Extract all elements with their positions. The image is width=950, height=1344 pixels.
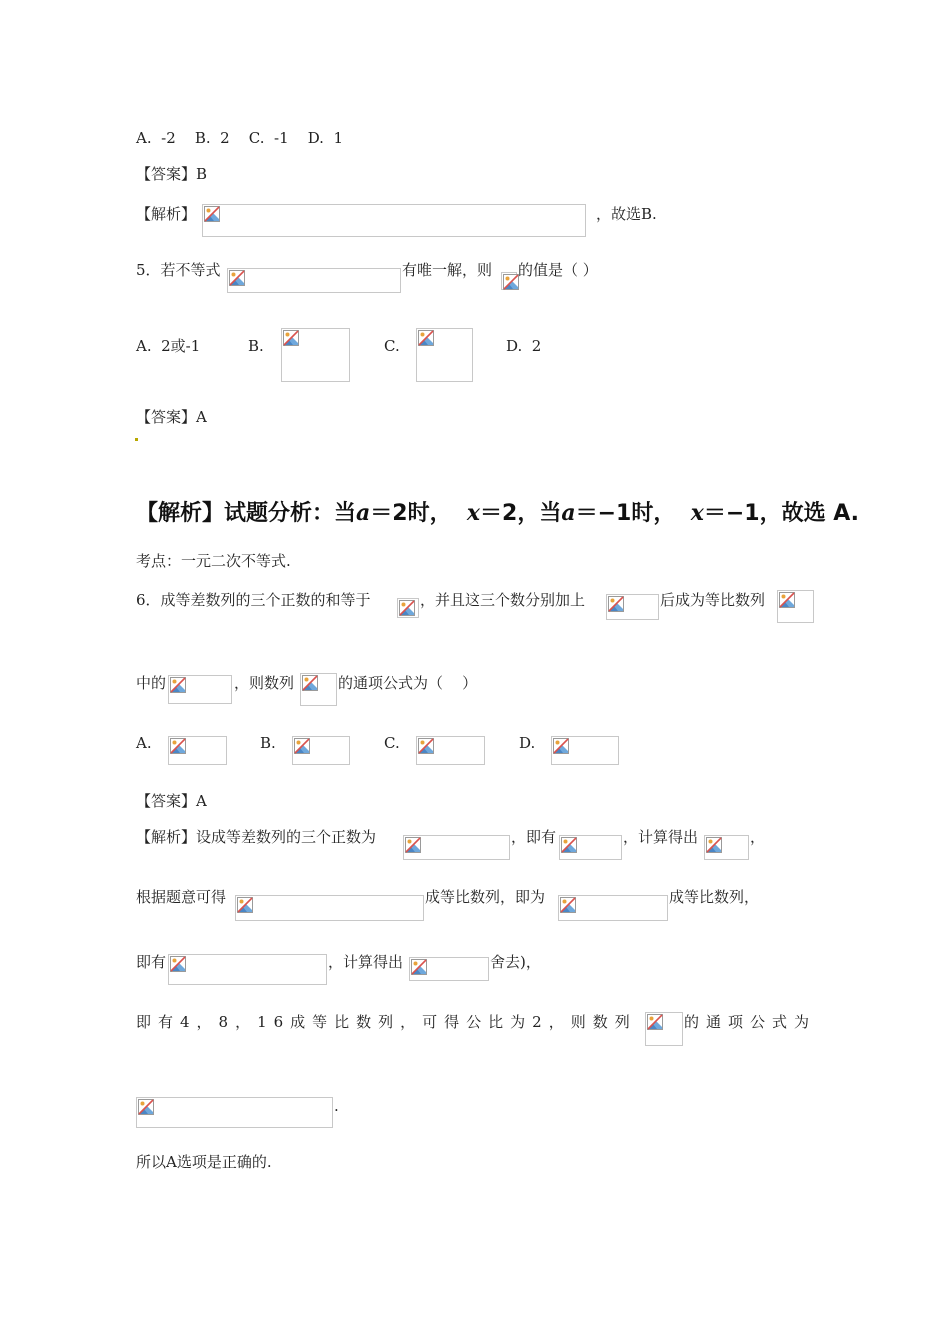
broken-image-icon	[283, 330, 299, 346]
q6-option-b: B.	[260, 734, 276, 752]
broken-image-icon	[229, 270, 245, 286]
formula-image	[645, 1012, 683, 1046]
broken-image-icon	[779, 592, 795, 608]
broken-image-icon	[418, 330, 434, 346]
q5-option-c: C.	[384, 337, 400, 355]
stray-dot	[135, 438, 138, 441]
q4-answer: 【答案】B	[136, 165, 208, 183]
broken-image-icon	[294, 738, 310, 754]
q6-an1-a: 【解析】设成等差数列的三个正数为	[136, 828, 377, 846]
formula-image	[300, 673, 337, 706]
formula-image	[397, 598, 419, 618]
broken-image-icon	[608, 596, 624, 612]
q6-stem-c: 后成为等比数列	[660, 591, 766, 609]
formula-image	[168, 675, 232, 704]
broken-image-icon	[237, 897, 253, 913]
formula-image	[235, 895, 424, 921]
formula-image	[227, 268, 401, 293]
formula-image	[168, 954, 327, 985]
q6-an3-a: 即有	[136, 953, 167, 971]
q6-an1-d: ，	[750, 828, 766, 846]
q6-an4-b: 的通项公式为	[684, 1013, 817, 1031]
q6-option-a: A.	[136, 734, 152, 752]
broken-image-icon	[204, 206, 220, 222]
broken-image-icon	[560, 897, 576, 913]
q5-stem-a: 5．若不等式	[136, 261, 221, 279]
broken-image-icon	[553, 738, 569, 754]
q6-stem-a: 6．成等差数列的三个正数的和等于	[136, 591, 371, 609]
broken-image-icon	[411, 959, 427, 975]
q6-stem2-c: 的通项公式为（ ）	[338, 674, 478, 692]
formula-image	[501, 272, 517, 290]
broken-image-icon	[170, 677, 186, 693]
q6-stem2-a: 中的	[136, 674, 167, 692]
broken-image-icon	[170, 738, 186, 754]
broken-image-icon	[418, 738, 434, 754]
q5-stem-c: 的值是（ ）	[518, 261, 598, 279]
q5-analysis: 【解析】试题分析：当a＝2时， x＝2，当a＝−1时， x＝−1，故选 A.	[136, 500, 860, 526]
broken-image-icon	[561, 837, 577, 853]
formula-image	[551, 736, 619, 765]
q6-option-c: C.	[384, 734, 400, 752]
formula-image	[559, 835, 622, 860]
formula-image	[136, 1097, 333, 1128]
formula-image	[409, 957, 489, 981]
broken-image-icon	[647, 1014, 663, 1030]
formula-image	[704, 835, 749, 860]
q6-an5: .	[334, 1097, 339, 1115]
broken-image-icon	[399, 600, 415, 616]
q6-option-d: D.	[519, 734, 536, 752]
q6-stem-b: ，并且这三个数分别加上	[420, 591, 586, 609]
q6-an1-c: ，计算得出	[623, 828, 699, 846]
formula-image	[281, 328, 350, 382]
formula-image	[403, 835, 510, 860]
q4-analysis-label: 【解析】	[136, 205, 197, 223]
formula-image	[202, 204, 586, 237]
broken-image-icon	[138, 1099, 154, 1115]
broken-image-icon	[706, 837, 722, 853]
formula-image	[292, 736, 350, 765]
formula-image	[416, 328, 473, 382]
q5-option-a: A. 2或-1	[136, 337, 201, 355]
formula-image	[606, 594, 659, 620]
q6-answer: 【答案】A	[136, 792, 207, 810]
broken-image-icon	[302, 675, 318, 691]
formula-image	[777, 590, 814, 623]
q6-an2-b: 成等比数列，即为	[425, 888, 546, 906]
q5-answer: 【答案】A	[136, 408, 207, 426]
formula-image	[416, 736, 485, 765]
broken-image-icon	[405, 837, 421, 853]
q5-option-d: D. 2	[506, 337, 542, 355]
q6-an3-c: 舍去)，	[490, 953, 541, 971]
q4-analysis-tail: ，故选B.	[596, 205, 657, 223]
q5-option-b: B.	[248, 337, 264, 355]
q6-stem2-b: ，则数列	[234, 674, 295, 692]
formula-image	[558, 895, 668, 921]
q6-an3-b: ，计算得出	[328, 953, 404, 971]
q5-stem-b: 有唯一解，则	[402, 261, 493, 279]
q6-an1-b: ，即有	[511, 828, 557, 846]
q5-kaodian: 考点：一元二次不等式.	[136, 552, 291, 570]
broken-image-icon	[503, 274, 519, 290]
q6-an4-a: 即有4，8，16成等比数列，可得公比为2，则数列	[136, 1013, 637, 1031]
q6-an2-a: 根据题意可得	[136, 888, 227, 906]
broken-image-icon	[170, 956, 186, 972]
q6-an2-c: 成等比数列，	[669, 888, 760, 906]
q6-conclusion: 所以A选项是正确的.	[136, 1153, 272, 1171]
q4-options: A. -2 B. 2 C. -1 D. 1	[136, 129, 344, 147]
formula-image	[168, 736, 227, 765]
